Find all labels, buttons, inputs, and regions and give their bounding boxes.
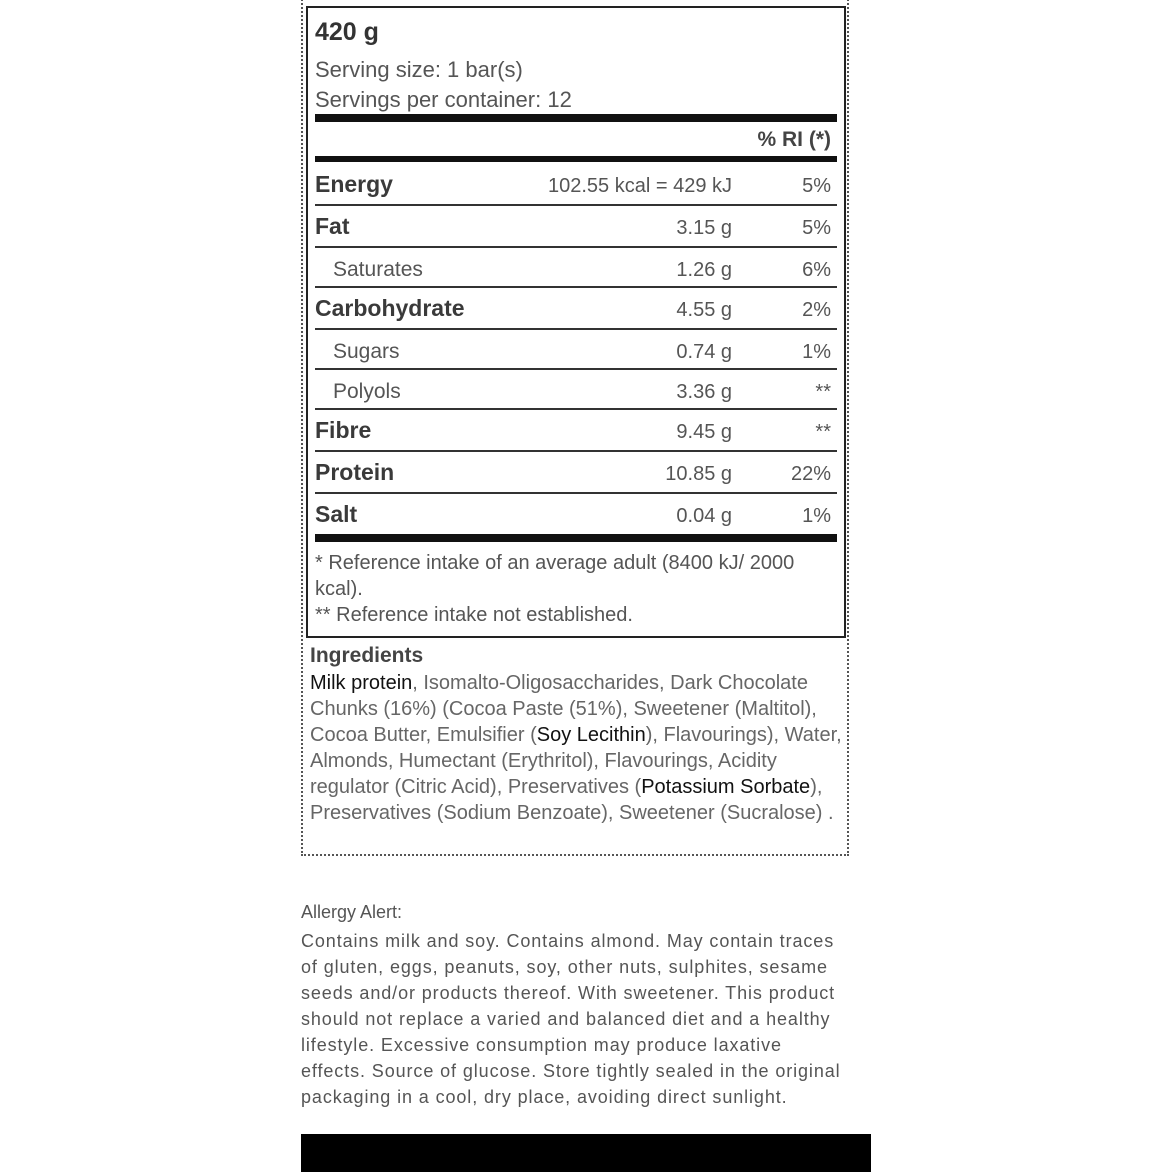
nutrient-name: Polyols bbox=[333, 380, 401, 403]
ingredient-highlight: Milk protein bbox=[310, 672, 413, 694]
black-footer-bar bbox=[301, 1134, 871, 1172]
nutrient-row-sugars bbox=[315, 330, 837, 370]
net-weight: 420 g bbox=[315, 18, 379, 46]
nutrient-row-energy bbox=[315, 164, 837, 204]
nutrient-ri: 22% bbox=[790, 463, 831, 485]
ingredient-text-part: ), Preservatives (Sodium Benzoate), Sweetener (Sucralose) . bbox=[310, 776, 834, 824]
serving-size: Serving size: 1 bar(s) bbox=[315, 57, 523, 82]
nutrient-amount: 9.45 g bbox=[676, 421, 732, 443]
nutrient-amount: 0.74 g bbox=[676, 341, 732, 363]
nutrient-row-carbohydrate bbox=[315, 288, 837, 328]
nutrient-amount: 10.85 g bbox=[665, 463, 732, 485]
thick-rule-top bbox=[315, 114, 837, 122]
nutrient-name: Fibre bbox=[315, 417, 372, 443]
nutrient-name: Salt bbox=[315, 501, 358, 527]
nutrient-amount: 0.04 g bbox=[676, 505, 732, 527]
nutrient-amount: 4.55 g bbox=[676, 299, 732, 321]
ingredients-text bbox=[310, 670, 846, 826]
nutrient-row-salt bbox=[315, 494, 837, 534]
nutrient-row-fibre bbox=[315, 410, 837, 450]
nutrient-ri: ** bbox=[815, 421, 831, 443]
ri-column-header: % RI (*) bbox=[757, 128, 831, 151]
ingredient-highlight: Potassium Sorbate bbox=[641, 776, 811, 798]
nutrient-amount: 102.55 kcal = 429 kJ bbox=[547, 175, 732, 197]
nutrient-name: Carbohydrate bbox=[315, 295, 465, 321]
nutrient-name: Sugars bbox=[333, 340, 400, 363]
allergy-title: Allergy Alert: bbox=[301, 902, 403, 922]
servings-per-container: Servings per container: 12 bbox=[315, 87, 572, 112]
nutrient-row-saturates bbox=[315, 248, 837, 288]
nutrient-amount: 1.26 g bbox=[676, 259, 732, 281]
nutrient-name: Fat bbox=[315, 213, 350, 239]
thick-rule-header bbox=[315, 156, 837, 162]
ingredient-text-part: , Isomalto-Oligosaccharides, Dark Chocolate Chunks (16%) (Cocoa Paste (51%), Sweetener (Maltitol), Cocoa Butter, Emulsifier ( bbox=[310, 672, 817, 746]
nutrient-ri: 6% bbox=[802, 259, 831, 281]
footnote-not-established: ** Reference intake not established. bbox=[315, 604, 633, 626]
ingredient-text-part: ), Flavourings), Water, Almonds, Humectant (Erythritol), Flavourings, Acidity regulator (Citric Acid), Preservatives ( bbox=[310, 724, 842, 798]
footnote-reference-intake: * Reference intake of an average adult (8400 kJ/ 2000 kcal). bbox=[315, 552, 795, 600]
nutrient-ri: 5% bbox=[802, 175, 831, 197]
nutrient-name: Energy bbox=[315, 171, 393, 197]
allergy-text: Contains milk and soy. Contains almond. May contain traces of gluten, eggs, peanuts, soy, other nuts, sulphites, sesame seeds and/or products thereof. With sweetener. This product should not replace a varied and balanced diet and a healthy lifestyle. Excessive consumption may produce laxative effects. Source of glucose. Store tightly sealed in the original packaging in a cool, dry place, avoiding direct sunlight. bbox=[301, 931, 841, 1107]
nutrient-name: Saturates bbox=[333, 258, 423, 281]
nutrient-name: Protein bbox=[315, 459, 395, 485]
nutrient-amount: 3.36 g bbox=[676, 381, 732, 403]
nutrient-ri: 1% bbox=[802, 341, 831, 363]
thick-rule-bottom bbox=[315, 534, 837, 542]
nutrient-row-polyols bbox=[315, 370, 837, 410]
nutrient-ri: 1% bbox=[802, 505, 831, 527]
ingredient-highlight: Soy Lecithin bbox=[536, 724, 646, 746]
nutrient-ri: 5% bbox=[802, 217, 831, 239]
ingredients-title: Ingredients bbox=[310, 644, 424, 667]
nutrient-row-protein bbox=[315, 452, 837, 492]
nutrient-ri: 2% bbox=[802, 299, 831, 321]
nutrient-ri: ** bbox=[815, 381, 831, 403]
nutrient-amount: 3.15 g bbox=[676, 217, 732, 239]
nutrient-row-fat bbox=[315, 206, 837, 246]
